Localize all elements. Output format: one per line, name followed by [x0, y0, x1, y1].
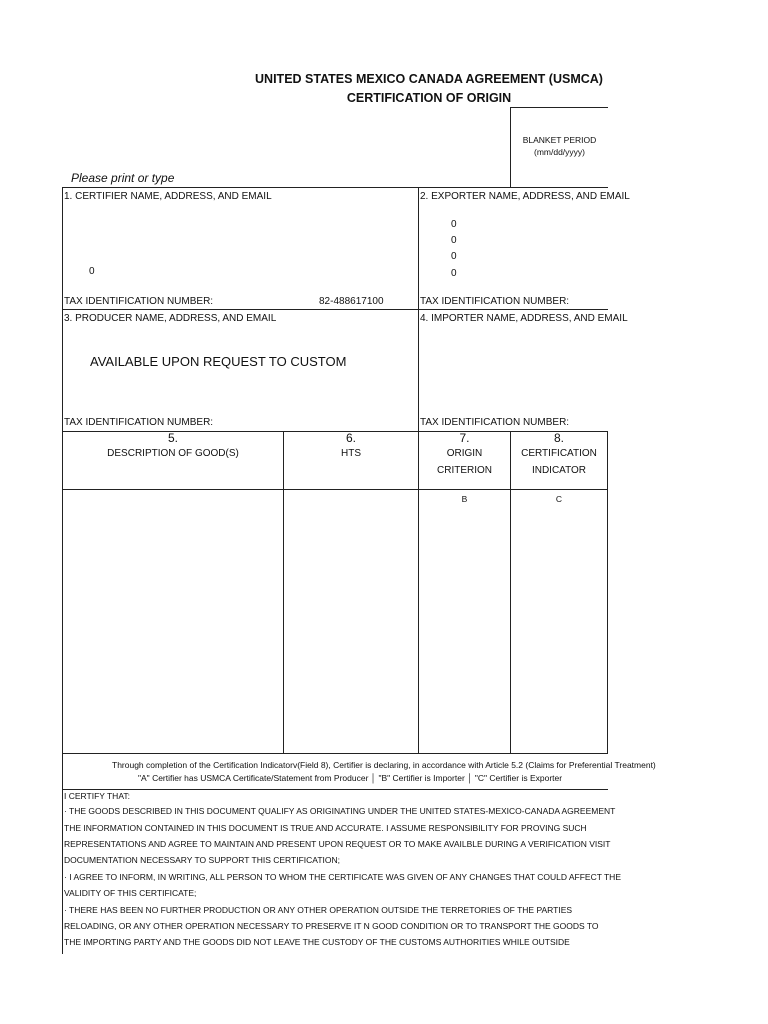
col8-number: 8.: [553, 431, 564, 445]
blanket-box-top: [510, 107, 608, 108]
form-subtitle: CERTIFICATION OF ORIGIN: [346, 91, 512, 105]
producer-tax-label: TAX IDENTIFICATION NUMBER:: [64, 417, 214, 428]
certify-line: REPRESENTATIONS AND AGREE TO MAINTAIN AND PRESENT UPON REQUEST OR TO MAKE AVAILBLE DURING A VERIFICATION VISIT: [64, 839, 611, 849]
col6-label: HTS: [341, 448, 361, 459]
col5-number: 5.: [167, 431, 178, 445]
origin-criterion-value: B: [461, 494, 468, 504]
form-top-line: [62, 187, 608, 188]
producer-label: 3. PRODUCER NAME, ADDRESS, AND EMAIL: [64, 313, 277, 324]
print-instruction: Please print or type: [71, 171, 175, 185]
certify-line: DOCUMENTATION NECESSARY TO SUPPORT THIS CERTIFICATION;: [64, 855, 340, 865]
certify-line: · I AGREE TO INFORM, IN WRITING, ALL PERSON TO WHOM THE CERTIFICATE WAS GIVEN OF ANY CHANGES THAT COULD AFFECT THE: [64, 872, 621, 882]
exporter-value-3: 0: [451, 251, 457, 262]
certifier-tax-value: 82-488617100: [319, 296, 384, 307]
col-divider-3: [510, 431, 511, 754]
col-divider-2: [418, 431, 419, 754]
col-divider-1: [283, 431, 284, 754]
certify-left-line: [62, 789, 63, 954]
blanket-period-format: (mm/dd/yyyy): [534, 147, 585, 157]
table-header-bottom: [62, 489, 608, 490]
certify-heading: I CERTIFY THAT:: [64, 791, 130, 801]
blanket-period-label: BLANKET PERIOD: [522, 135, 597, 145]
col7-label: ORIGIN: [446, 448, 483, 459]
certifier-tax-label: TAX IDENTIFICATION NUMBER:: [64, 296, 214, 307]
col5-label: DESCRIPTION OF GOOD(S): [107, 448, 239, 459]
col-divider-4: [607, 431, 608, 754]
certify-line: THE IMPORTING PARTY AND THE GOODS DID NOT LEAVE THE CUSTODY OF THE CUSTOMS AUTHORITIES WHILE OUTSIDE: [64, 937, 570, 947]
certify-line: · THE GOODS DESCRIBED IN THIS DOCUMENT QUALIFY AS ORIGINATING UNDER THE UNITED STATES-MEXICO-CANADA AGREEMENT: [64, 806, 616, 816]
col7-number: 7.: [459, 431, 470, 445]
exporter-value-1: 0: [451, 219, 457, 230]
col7-label2: CRITERION: [437, 465, 492, 476]
producer-value: AVAILABLE UPON REQUEST TO CUSTOM: [90, 354, 347, 369]
section-divider-1: [62, 309, 608, 310]
declaration-line-1: Through completion of the Certification Indicatorv(Field 8), Certifier is declaring, in accordance with Article 5.2 (Claims for Preferential Treatment): [112, 760, 656, 770]
exporter-value-2: 0: [451, 235, 457, 246]
table-left-line: [62, 431, 63, 754]
importer-tax-label: TAX IDENTIFICATION NUMBER:: [420, 417, 570, 428]
form-title: UNITED STATES MEXICO CANADA AGREEMENT (USMCA): [255, 72, 603, 86]
declaration-bottom: [62, 789, 608, 790]
certify-line: THE INFORMATION CONTAINED IN THIS DOCUMENT IS TRUE AND ACCURATE. I ASSUME RESPONSIBILITY FOR PROVING SUCH: [64, 823, 587, 833]
certify-line: VALIDITY OF THIS CERTIFICATE;: [64, 888, 197, 898]
table-bottom: [62, 753, 608, 754]
certify-line: RELOADING, OR ANY OTHER OPERATION NECESSARY TO PRESERVE IT N GOOD CONDITION OR TO TRANSPORT THE GOODS TO: [64, 921, 599, 931]
certifier-label: 1. CERTIFIER NAME, ADDRESS, AND EMAIL: [64, 191, 272, 202]
exporter-label: 2. EXPORTER NAME, ADDRESS, AND EMAIL: [420, 191, 630, 202]
col6-number: 6.: [345, 431, 356, 445]
exporter-value-4: 0: [451, 268, 457, 279]
certify-line: · THERE HAS BEEN NO FURTHER PRODUCTION OR ANY OTHER OPERATION OUTSIDE THE TERRETORIES OF THE PARTIES: [64, 905, 573, 915]
exporter-tax-label: TAX IDENTIFICATION NUMBER:: [420, 296, 570, 307]
certification-indicator-value: C: [555, 494, 563, 504]
declaration-line-2: "A" Certifier has USMCA Certificate/Statement from Producer │ "B" Certifier is Importer │ "C" Certifier is Exporter: [138, 773, 563, 783]
certifier-value: 0: [89, 266, 95, 277]
col8-label: CERTIFICATION: [521, 448, 597, 459]
importer-label: 4. IMPORTER NAME, ADDRESS, AND EMAIL: [420, 313, 628, 324]
col8-label2: INDICATOR: [531, 465, 587, 476]
certify-block: [64, 791, 621, 956]
